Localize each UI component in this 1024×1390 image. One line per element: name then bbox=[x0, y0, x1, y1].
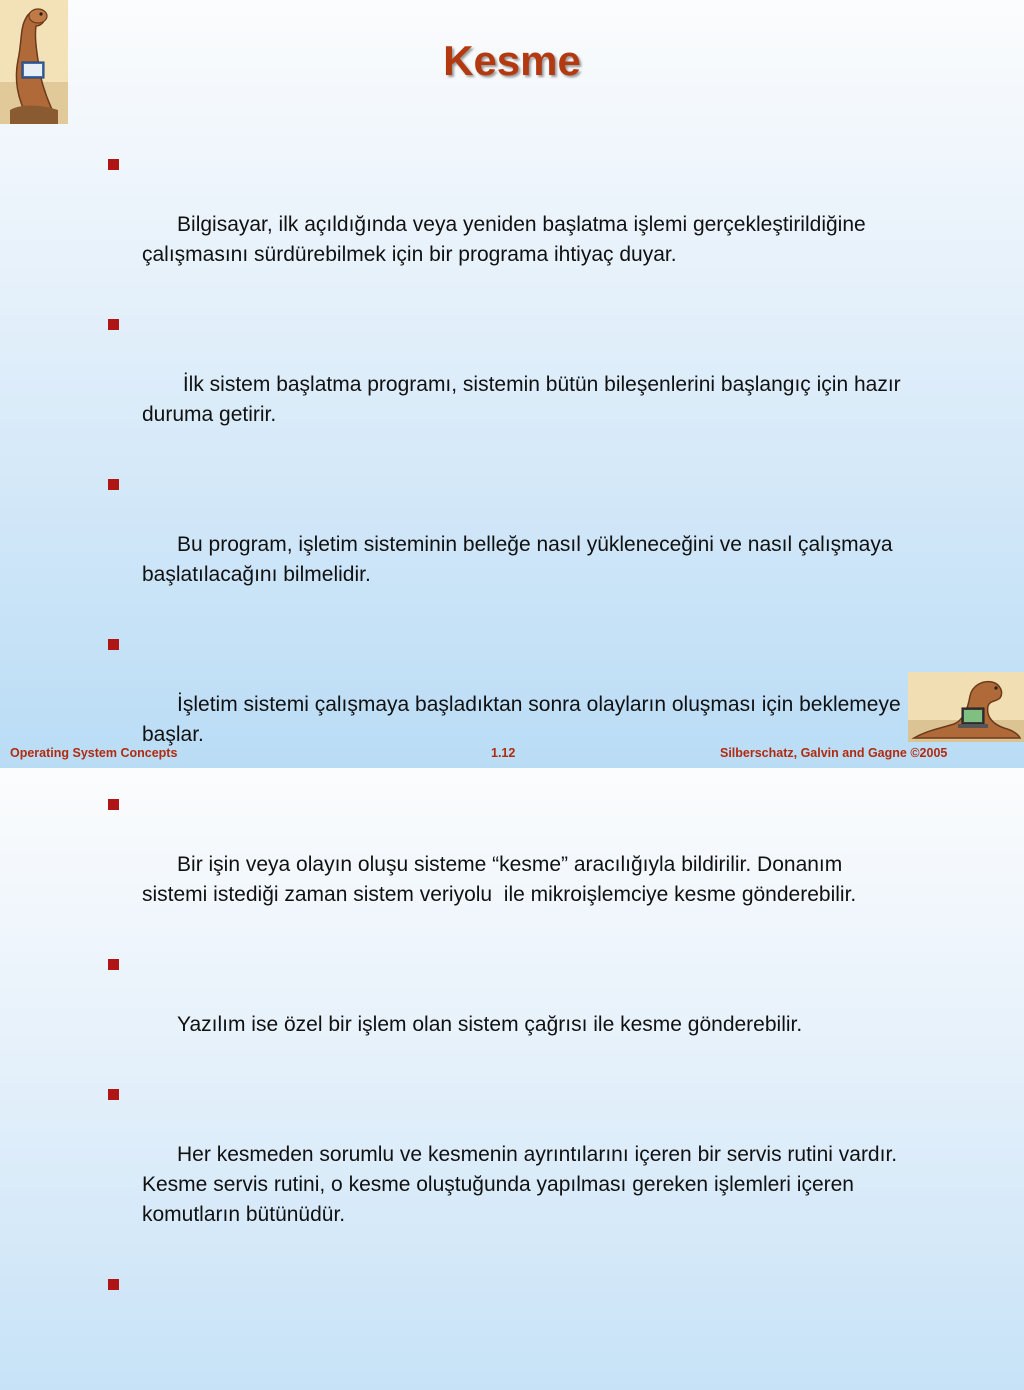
bullet-text: Yazılım ise özel bir işlem olan sistem çağrısı ile kesme gönderebilir. bbox=[177, 1013, 803, 1036]
footer-slide-number: 1.12 bbox=[491, 746, 516, 760]
bullet-item bbox=[108, 470, 908, 620]
square-bullet-icon bbox=[108, 1089, 119, 1100]
dinosaur-laptop-logo-icon bbox=[908, 672, 1024, 742]
bullet-item bbox=[108, 790, 908, 940]
square-bullet-icon bbox=[108, 959, 119, 970]
bullet-text: Bir işin veya olayın oluşu sisteme “kesme” aracılığıyla bildirilir. Donanım sistemi istediği zaman sistem veriyolu ile mikroişlemciye kesme gönderebilir. bbox=[142, 853, 857, 906]
bullet-text: Bu program, işletim sisteminin belleğe nasıl yükleneceğini ve nasıl çalışmaya başlatılacağını bilmelidir. bbox=[142, 533, 899, 586]
square-bullet-icon bbox=[108, 639, 119, 650]
square-bullet-icon bbox=[108, 1279, 119, 1290]
bullet-text: Her kesmeden sorumlu ve kesmenin ayrıntılarını içeren bir servis rutini vardır. Kesme servis rutini, o kesme oluştuğunda yapılması gereken işlemleri içeren komutların bütünüdür. bbox=[142, 1143, 903, 1226]
square-bullet-icon bbox=[108, 799, 119, 810]
bullet-text: Bilgisayar, ilk açıldığında veya yeniden başlatma işlemi gerçekleştirildiğine çalışmasını sürdürebilmek için bir programa ihtiyaç duyar. bbox=[142, 213, 872, 266]
footer-course-name: Operating System Concepts bbox=[10, 746, 178, 760]
bullet-item bbox=[108, 1080, 908, 1260]
slide-title: Kesme bbox=[443, 37, 581, 84]
bullet-item bbox=[108, 150, 908, 300]
bullet-list bbox=[108, 150, 908, 1310]
bullet-text: İşletim sistemi çalışmaya başladıktan sonra olayların oluşması için beklemeye başlar. bbox=[142, 693, 907, 746]
bullet-item bbox=[108, 310, 908, 460]
bullet-text: İlk sistem başlatma programı, sistemin bütün bileşenlerini başlangıç için hazır duruma getirir. bbox=[142, 373, 907, 426]
square-bullet-icon bbox=[108, 479, 119, 490]
bullet-item bbox=[108, 950, 908, 1070]
square-bullet-icon bbox=[108, 319, 119, 330]
bullet-item-empty bbox=[108, 1270, 908, 1300]
square-bullet-icon bbox=[108, 159, 119, 170]
footer-copyright: Silberschatz, Galvin and Gagne ©2005 bbox=[720, 746, 948, 760]
